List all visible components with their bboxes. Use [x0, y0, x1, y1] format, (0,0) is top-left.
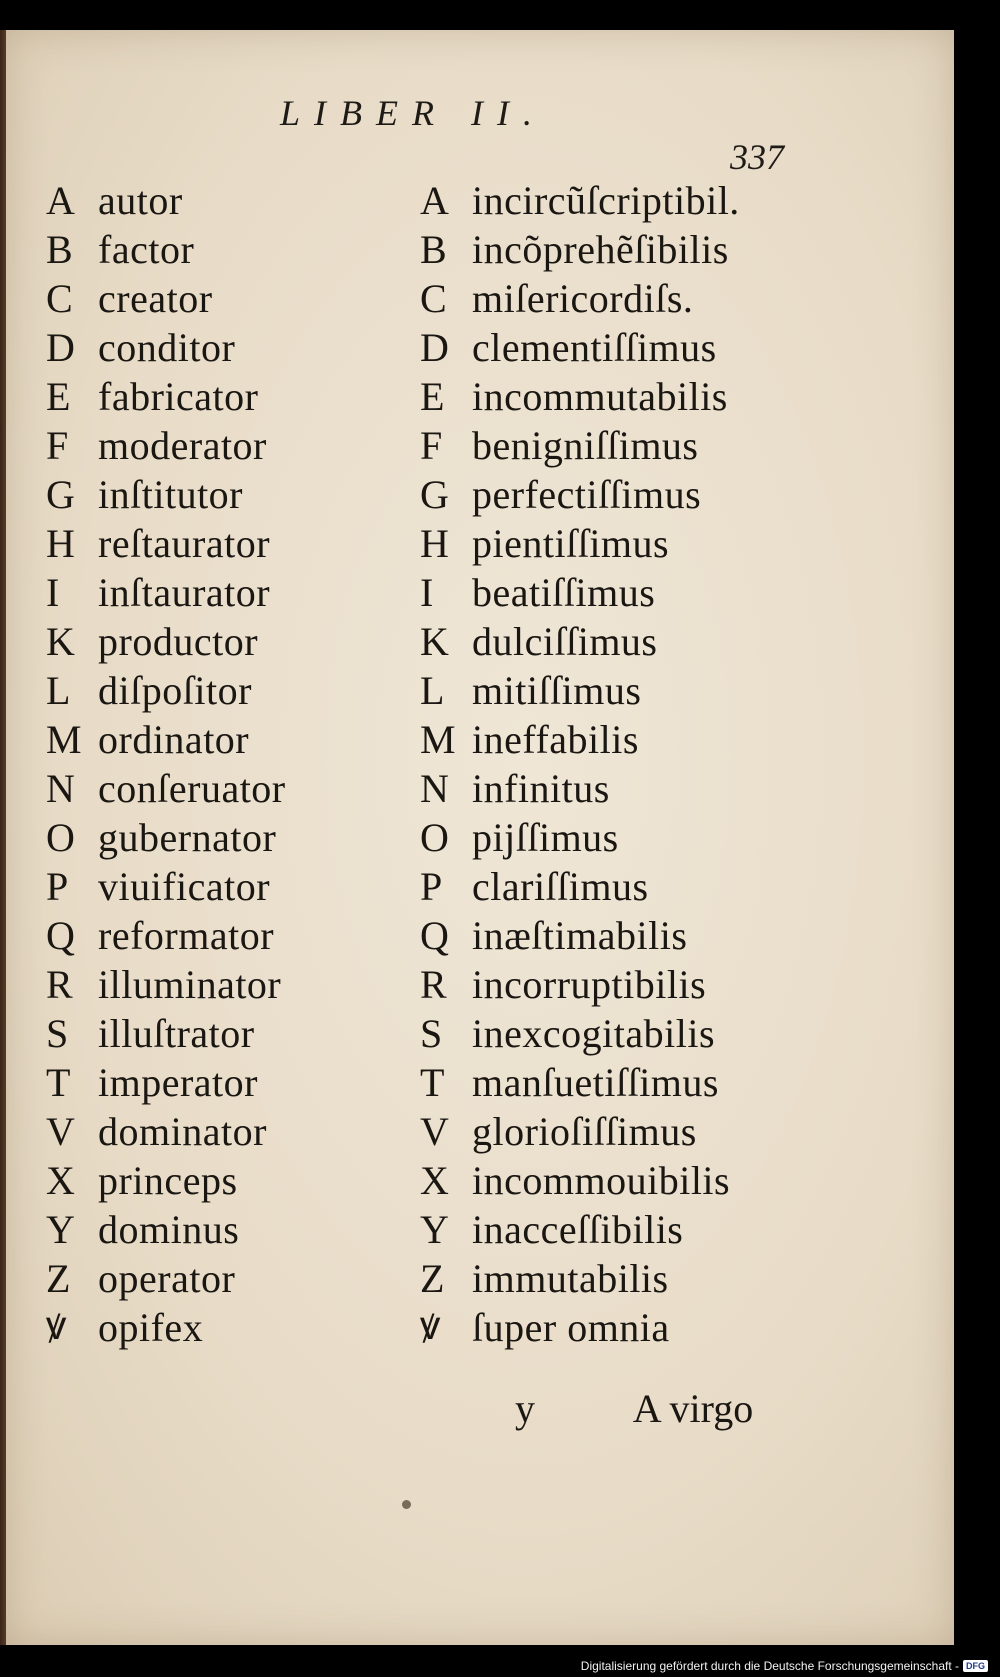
page-number: 337 — [730, 137, 784, 177]
list-letter: ꝟ — [46, 1303, 67, 1348]
list-letter: ꝟ — [420, 1303, 441, 1348]
list-item — [420, 420, 740, 469]
list-item — [420, 861, 740, 910]
list-letter: V — [46, 1109, 75, 1154]
list-word: manſuetiſſimus — [472, 1060, 719, 1105]
list-item — [420, 273, 740, 322]
list-item — [420, 518, 740, 567]
list-item — [420, 1057, 740, 1106]
list-item — [420, 567, 740, 616]
list-letter: L — [46, 668, 71, 713]
list-word: glorioſiſſimus — [472, 1109, 697, 1154]
list-word: inſtaurator — [98, 570, 271, 615]
list-word: autor — [98, 178, 183, 223]
list-word: incommouibilis — [472, 1158, 731, 1203]
list-item — [46, 1204, 286, 1253]
list-item — [46, 959, 286, 1008]
list-item — [420, 1106, 740, 1155]
list-word: infinitus — [472, 766, 610, 811]
list-item — [46, 1008, 286, 1057]
list-word: ordinator — [98, 717, 250, 762]
list-item — [46, 1253, 286, 1302]
list-word: pientiſſimus — [472, 521, 670, 566]
dfg-logo: DFG — [963, 1660, 988, 1672]
list-item — [46, 665, 286, 714]
list-item — [420, 1008, 740, 1057]
list-word: incircũſcriptibil. — [472, 178, 740, 223]
list-word: productor — [98, 619, 259, 664]
list-letter: G — [46, 472, 75, 517]
list-word: princeps — [98, 1158, 238, 1203]
list-word: dominator — [98, 1109, 267, 1154]
credit-text: Digitalisierung gefördert durch die Deutsche Forschungsgemeinschaft - — [580, 1659, 959, 1673]
catchword-line — [515, 1385, 753, 1432]
right-column-list — [420, 175, 740, 1351]
list-letter: M — [420, 717, 456, 762]
list-word: gubernator — [98, 815, 277, 860]
list-item — [46, 861, 286, 910]
list-letter: Q — [46, 913, 75, 958]
list-item — [46, 567, 286, 616]
list-letter: P — [420, 864, 443, 909]
list-letter: F — [46, 423, 69, 468]
list-item — [420, 322, 740, 371]
list-letter: B — [420, 227, 447, 272]
list-letter: N — [420, 766, 449, 811]
list-item — [46, 1106, 286, 1155]
list-letter: Q — [420, 913, 449, 958]
list-letter: B — [46, 227, 73, 272]
list-word: inacceſſibilis — [472, 1207, 684, 1252]
list-letter: Y — [420, 1207, 449, 1252]
list-item — [420, 224, 740, 273]
list-letter: I — [420, 570, 434, 615]
list-item — [46, 420, 286, 469]
list-word: inſtitutor — [98, 472, 243, 517]
list-word: reformator — [98, 913, 275, 958]
list-word: immutabilis — [472, 1256, 669, 1301]
list-word: operator — [98, 1256, 236, 1301]
list-word: ineffabilis — [472, 717, 639, 762]
list-word: clementiſſimus — [472, 325, 717, 370]
list-item — [420, 616, 740, 665]
list-letter: V — [420, 1109, 449, 1154]
list-word: benigniſſimus — [472, 423, 699, 468]
list-letter: S — [46, 1011, 69, 1056]
list-item — [46, 763, 286, 812]
list-letter: H — [420, 521, 449, 566]
list-word: viuificator — [98, 864, 271, 909]
list-letter: L — [420, 668, 445, 713]
list-item — [46, 469, 286, 518]
catchword: A virgo — [632, 1386, 754, 1431]
list-word: incommutabilis — [472, 374, 728, 419]
list-word: opifex — [98, 1305, 204, 1350]
list-item — [420, 1253, 740, 1302]
list-word: reſtaurator — [98, 521, 271, 566]
list-item — [46, 1302, 286, 1351]
list-item — [46, 1155, 286, 1204]
list-letter: Z — [420, 1256, 445, 1301]
paper-spot — [402, 1500, 411, 1509]
list-letter: T — [46, 1060, 71, 1105]
list-letter: H — [46, 521, 75, 566]
list-word: illuſtrator — [98, 1011, 255, 1056]
list-word: moderator — [98, 423, 267, 468]
list-word: conditor — [98, 325, 236, 370]
list-letter: R — [46, 962, 73, 1007]
list-item — [420, 812, 740, 861]
list-item — [46, 616, 286, 665]
list-word: conſeruator — [98, 766, 286, 811]
list-letter: X — [46, 1158, 75, 1203]
list-letter: P — [46, 864, 69, 909]
list-word: illuminator — [98, 962, 282, 1007]
list-letter: Z — [46, 1256, 71, 1301]
list-item — [46, 910, 286, 959]
list-word: ſuper omnia — [472, 1305, 670, 1350]
list-letter: N — [46, 766, 75, 811]
list-letter: K — [420, 619, 449, 664]
list-item — [420, 175, 740, 224]
list-letter: G — [420, 472, 449, 517]
list-letter: K — [46, 619, 75, 664]
list-letter: A — [46, 178, 75, 223]
list-letter: C — [420, 276, 447, 321]
list-item — [420, 371, 740, 420]
digitization-credit — [581, 1659, 988, 1673]
list-letter: Y — [46, 1207, 75, 1252]
list-item — [46, 1057, 286, 1106]
list-word: creator — [98, 276, 213, 321]
left-column-list — [46, 175, 286, 1351]
list-item — [46, 322, 286, 371]
list-item — [46, 812, 286, 861]
list-item — [420, 763, 740, 812]
list-item — [46, 371, 286, 420]
list-letter: T — [420, 1060, 445, 1105]
list-word: dulciſſimus — [472, 619, 658, 664]
list-word: incõprehẽſibilis — [472, 227, 729, 272]
list-word: factor — [98, 227, 195, 272]
list-item — [46, 175, 286, 224]
list-letter: O — [46, 815, 75, 860]
list-word: pijſſimus — [472, 815, 619, 860]
list-letter: E — [46, 374, 71, 419]
list-item — [46, 273, 286, 322]
list-word: mitiſſimus — [472, 668, 642, 713]
list-item — [420, 1155, 740, 1204]
list-letter: M — [46, 717, 82, 762]
list-item — [46, 518, 286, 567]
list-item — [46, 714, 286, 763]
list-letter: I — [46, 570, 60, 615]
list-word: fabricator — [98, 374, 259, 419]
running-head: LIBER II. — [280, 93, 546, 133]
list-word: incorruptibilis — [472, 962, 707, 1007]
list-item — [420, 1204, 740, 1253]
list-word: inexcogitabilis — [472, 1011, 716, 1056]
list-item — [420, 665, 740, 714]
list-letter: D — [46, 325, 75, 370]
list-word: clariſſimus — [472, 864, 649, 909]
list-word: perfectiſſimus — [472, 472, 702, 517]
list-word: inæſtimabilis — [472, 913, 688, 958]
list-item — [420, 1302, 740, 1351]
list-letter: R — [420, 962, 447, 1007]
list-letter: O — [420, 815, 449, 860]
list-letter: C — [46, 276, 73, 321]
list-item — [420, 714, 740, 763]
list-word: diſpoſitor — [98, 668, 252, 713]
list-item — [420, 959, 740, 1008]
list-letter: F — [420, 423, 443, 468]
list-letter: X — [420, 1158, 449, 1203]
list-letter: D — [420, 325, 449, 370]
list-item — [420, 469, 740, 518]
list-letter: A — [420, 178, 449, 223]
list-word: beatiſſimus — [472, 570, 656, 615]
signature-mark: y — [515, 1386, 535, 1431]
list-letter: S — [420, 1011, 443, 1056]
list-word: dominus — [98, 1207, 240, 1252]
list-word: miſericordiſs. — [472, 276, 694, 321]
list-item — [420, 910, 740, 959]
list-letter: E — [420, 374, 445, 419]
list-word: imperator — [98, 1060, 258, 1105]
list-item — [46, 224, 286, 273]
